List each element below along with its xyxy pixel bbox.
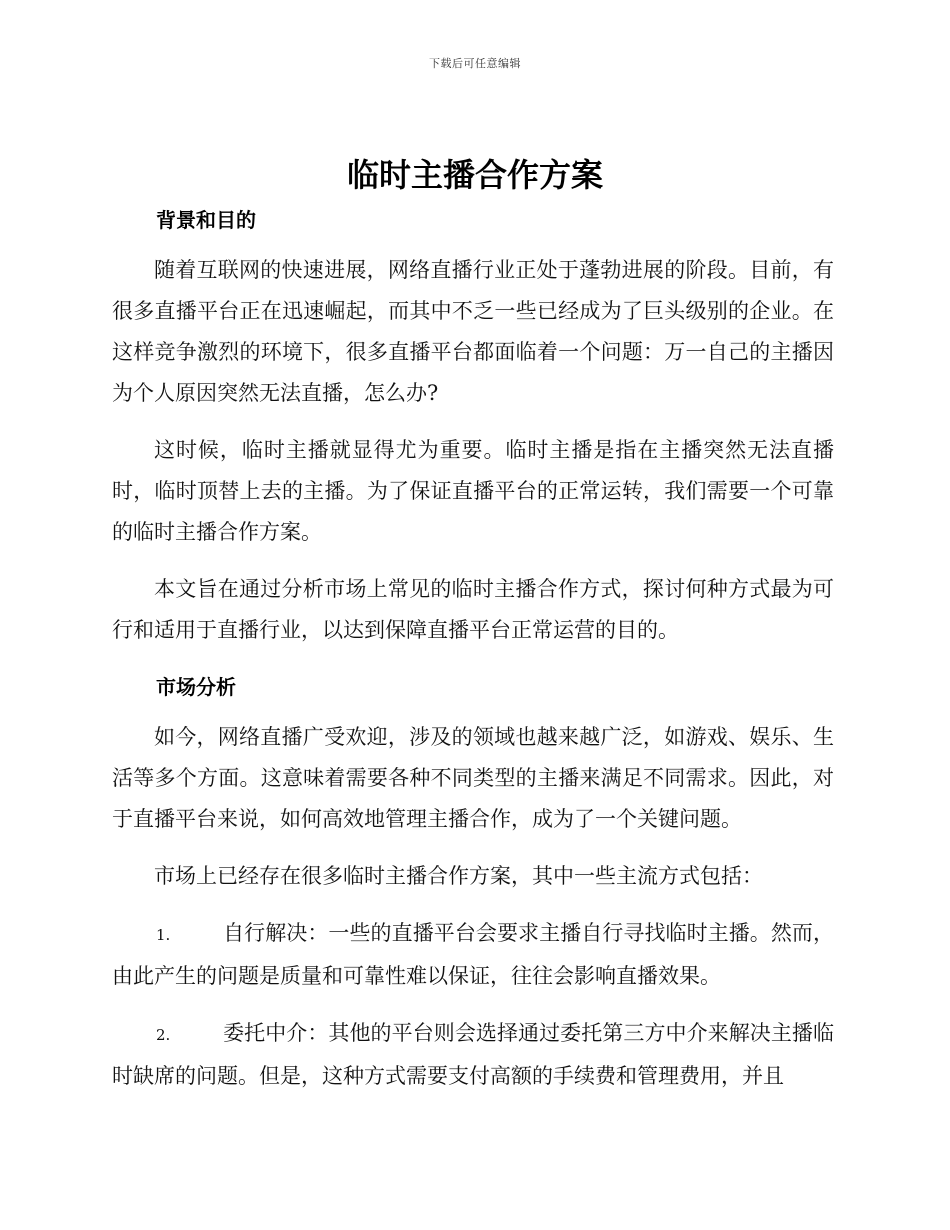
list-text: 委托中介：其他的平台则会选择通过委托第三方中介来解决主播临时缺席的问题。但是，这种方式需要支付高额的手续费和管理费用，并且: [112, 1021, 834, 1088]
list-number: 2.: [156, 1026, 171, 1044]
paragraph: 这时候，临时主播就显得尤为重要。临时主播是指在主播突然无法直播时，临时顶替上去的主播。为了保证直播平台的正常运转，我们需要一个可靠的临时主播合作方案。: [112, 438, 834, 544]
paragraph: 随着互联网的快速进展，网络直播行业正处于蓬勃进展的阶段。目前，有很多直播平台正在迅速崛起，而其中不乏一些已经成为了巨头级别的企业。在这样竞争激烈的环境下，很多直播平台都面临着一个问题：万一自己的主播因为个人原因突然无法直播，怎么办?: [112, 258, 834, 405]
section-heading-market: 市场分析: [156, 675, 236, 699]
paragraph: 如今，网络直播广受欢迎，涉及的领域也越来越广泛，如游戏、娱乐、生活等多个方面。这意味着需要各种不同类型的主播来满足不同需求。因此，对于直播平台来说，如何高效地管理主播合作，成为了一个关键问题。: [112, 725, 834, 831]
document-title: 临时主播合作方案: [346, 156, 603, 194]
paragraph: 本文旨在通过分析市场上常见的临时主播合作方式，探讨何种方式最为可行和适用于直播行业，以达到保障直播平台正常运营的目的。: [112, 577, 834, 642]
list-text: 自行解决：一些的直播平台会要求主播自行寻找临时主播。然而，由此产生的问题是质量和可靠性难以保证，往往会影响直播效果。: [112, 921, 834, 988]
list-item: [112, 913, 834, 997]
document-body: [112, 200, 834, 1097]
paragraph: 市场上已经存在很多临时主播合作方案，其中一些主流方式包括：: [154, 864, 763, 888]
list-item: [112, 1013, 834, 1097]
header-note: 下载后可任意编辑: [429, 57, 521, 70]
list-number: 1.: [156, 926, 171, 944]
section-heading-background: 背景和目的: [156, 208, 256, 232]
